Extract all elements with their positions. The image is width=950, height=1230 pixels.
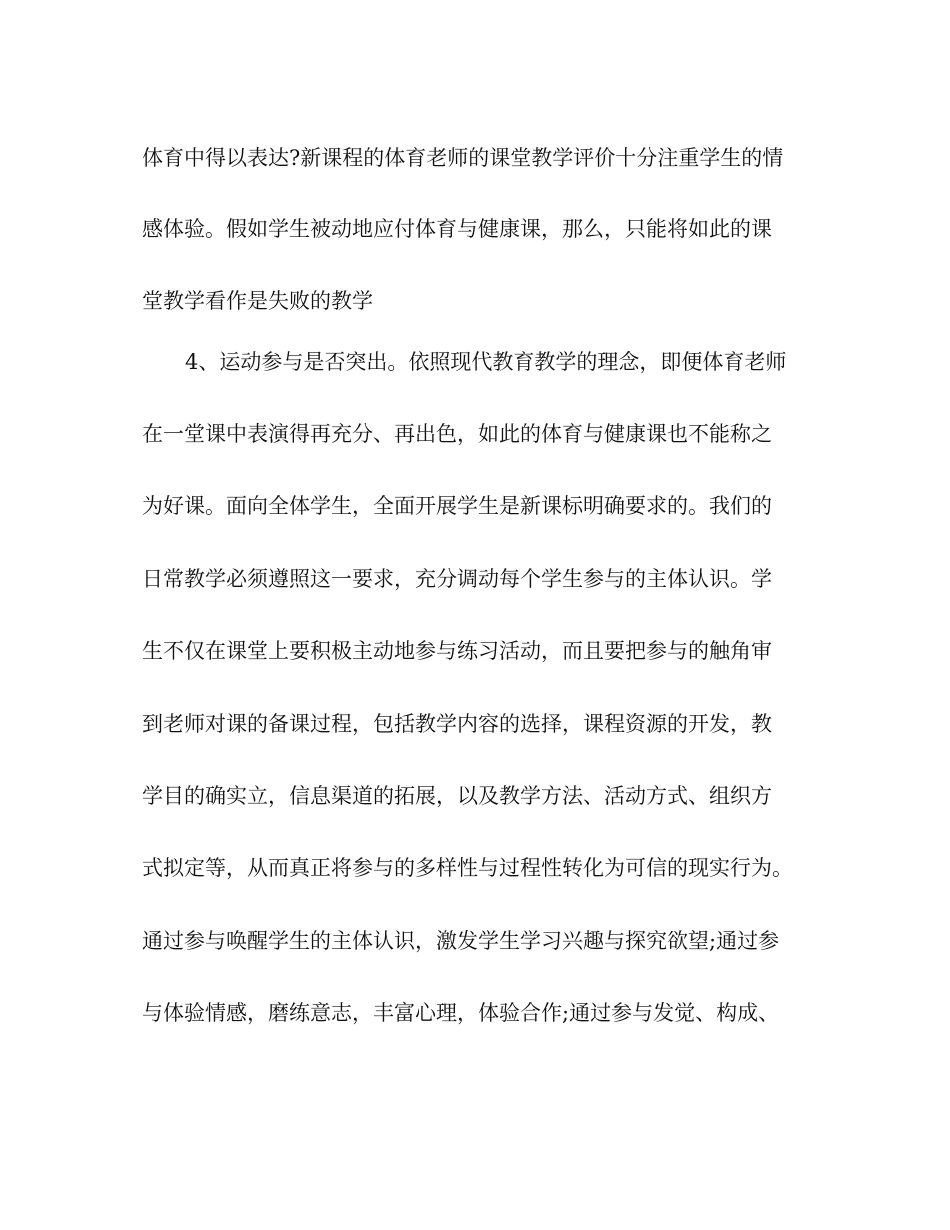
text-line: 生不仅在课堂上要积极主动地参与练习活动，而且要把参与的触角审	[142, 639, 772, 663]
text-line: 堂教学看作是失败的教学	[142, 289, 373, 313]
text-line: 与体验情感，磨练意志，丰富心理，体验合作;通过参与发觉、构成、	[142, 1001, 780, 1025]
text-line: 为好课。面向全体学生，全面开展学生是新课标明确要求的。我们的	[142, 494, 772, 518]
paragraph-start-line: 4、运动参与是否突出。依照现代教育教学的理念，即便体育老师	[185, 350, 787, 374]
text-line: 感体验。假如学生被动地应付体育与健康课，那么，只能将如此的课	[142, 217, 772, 241]
text-line: 学目的确实立，信息渠道的拓展，以及教学方法、活动方式、组织方	[142, 784, 772, 808]
text-line: 体育中得以表达?新课程的体育老师的课堂教学评价十分注重学生的情	[142, 146, 784, 170]
text-line: 在一堂课中表演得再充分、再出色，如此的体育与健康课也不能称之	[142, 422, 772, 446]
text-line: 到老师对课的备课过程，包括教学内容的选择，课程资源的开发，教	[142, 712, 772, 736]
text-line: 通过参与唤醒学生的主体认识，激发学生学习兴趣与探究欲望;通过参	[142, 929, 780, 953]
text-line: 日常教学必须遵照这一要求，充分调动每个学生参与的主体认识。学	[142, 567, 772, 591]
text-line: 式拟定等，从而真正将参与的多样性与过程性转化为可信的现实行为。	[142, 856, 793, 880]
